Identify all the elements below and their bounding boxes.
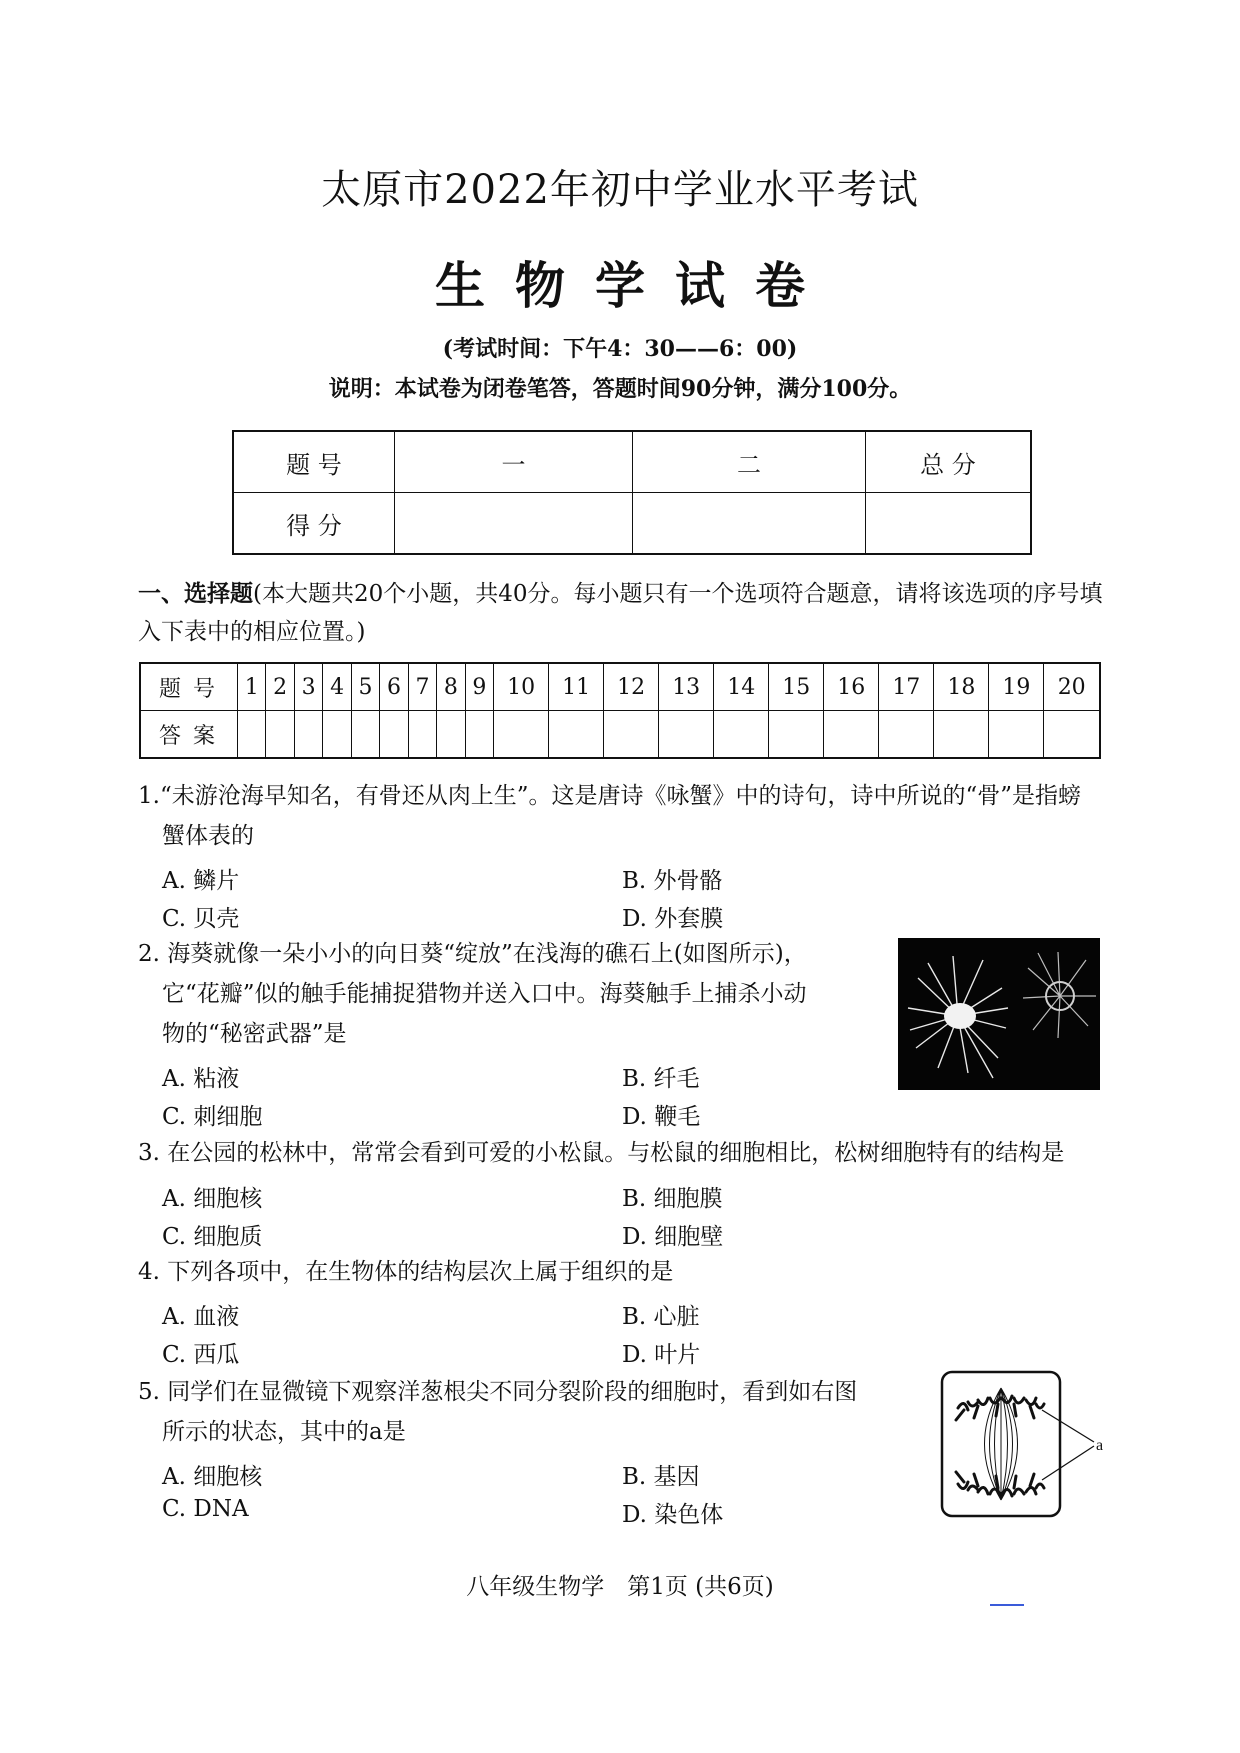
question-5-line-1: 5. 同学们在显微镜下观察洋葱根尖不同分裂阶段的细胞时，看到如右图 xyxy=(138,1379,858,1405)
answer-table-question-number: 7 xyxy=(408,663,436,711)
answer-table-question-number: 5 xyxy=(351,663,379,711)
answer-table-question-number: 12 xyxy=(604,663,659,711)
answer-table-question-number: 14 xyxy=(714,663,769,711)
answer-table-question-number: 20 xyxy=(1044,663,1100,711)
paper-subject-title: 生物学试卷 xyxy=(435,256,835,315)
answer-cell-9[interactable] xyxy=(465,711,493,759)
exam-time: (考试时间：下午4：30——6：00) xyxy=(442,336,798,362)
question-3-option-c[interactable]: C. 细胞质 xyxy=(162,1224,263,1250)
answer-cell-12[interactable] xyxy=(604,711,659,759)
answer-cell-7[interactable] xyxy=(408,711,436,759)
question-2-option-d[interactable]: D. 鞭毛 xyxy=(622,1104,701,1130)
question-4-option-b[interactable]: B. 心脏 xyxy=(622,1304,700,1330)
question-4-line-1: 4. 下列各项中，在生物体的结构层次上属于组织的是 xyxy=(138,1259,674,1285)
score-table-header-label: 题 号 xyxy=(233,431,395,493)
answer-table-number-label: 题号 xyxy=(140,663,238,711)
answer-table-question-number: 19 xyxy=(989,663,1044,711)
answer-table-question-number: 4 xyxy=(323,663,351,711)
question-2-option-c[interactable]: C. 刺细胞 xyxy=(162,1104,263,1130)
section-1-description: (本大题共20个小题，共40分。每小题只有一个选项符合题意，请将该选项的序号填入下表中的相应位置。) xyxy=(138,581,1103,645)
answer-table-question-number: 1 xyxy=(238,663,266,711)
question-5-line-2: 所示的状态，其中的a是 xyxy=(162,1419,406,1445)
question-4-option-c[interactable]: C. 西瓜 xyxy=(162,1342,240,1368)
answer-table-question-number: 15 xyxy=(769,663,824,711)
score-table-header-total: 总 分 xyxy=(866,431,1032,493)
question-1-stem xyxy=(138,776,1118,856)
score-table-header-part1: 一 xyxy=(395,431,633,493)
answer-table-question-number: 17 xyxy=(879,663,934,711)
question-2-option-b[interactable]: B. 纤毛 xyxy=(622,1066,700,1092)
answer-cell-18[interactable] xyxy=(934,711,989,759)
answer-cell-2[interactable] xyxy=(266,711,294,759)
answer-cell-16[interactable] xyxy=(824,711,879,759)
question-4-option-a[interactable]: A. 血液 xyxy=(162,1304,240,1330)
answer-cell-14[interactable] xyxy=(714,711,769,759)
scan-mark xyxy=(990,1604,1024,1606)
question-3-option-a[interactable]: A. 细胞核 xyxy=(162,1186,263,1212)
question-1-line-1: 1.“未游沧海早知名，有骨还从肉上生”。这是唐诗《咏蟹》中的诗句，诗中所说的“骨”是指螃 xyxy=(138,783,1081,809)
answer-table-question-number: 16 xyxy=(824,663,879,711)
question-1-line-2: 蟹体表的 xyxy=(162,823,254,849)
answer-table-question-number: 8 xyxy=(437,663,465,711)
section-1-heading xyxy=(138,575,1108,651)
answer-table-answer-label: 答案 xyxy=(140,711,238,759)
answer-table-question-number: 6 xyxy=(380,663,408,711)
question-3-option-d[interactable]: D. 细胞壁 xyxy=(622,1224,724,1250)
question-3-stem xyxy=(138,1133,1128,1173)
answer-cell-4[interactable] xyxy=(323,711,351,759)
answer-table-question-number: 10 xyxy=(494,663,549,711)
answer-table-question-number: 13 xyxy=(659,663,714,711)
question-5-stem xyxy=(138,1372,898,1452)
question-3-option-b[interactable]: B. 细胞膜 xyxy=(622,1186,723,1212)
score-table-row-label: 得 分 xyxy=(233,493,395,555)
answer-table-question-number: 9 xyxy=(465,663,493,711)
question-5-option-c[interactable]: C. DNA xyxy=(162,1496,249,1522)
answer-cell-19[interactable] xyxy=(989,711,1044,759)
cell-division-diagram xyxy=(938,1368,1108,1520)
question-1-option-d[interactable]: D. 外套膜 xyxy=(622,906,724,932)
answer-cell-3[interactable] xyxy=(294,711,322,759)
question-5-option-d[interactable]: D. 染色体 xyxy=(622,1502,724,1528)
exam-title: 太原市2022年初中学业水平考试 xyxy=(321,167,919,213)
score-cell-part1[interactable] xyxy=(395,493,633,555)
question-2-line-2: 它“花瓣”似的触手能捕捉猎物并送入口中。海葵触手上捕杀小动 xyxy=(162,981,807,1007)
score-cell-part2[interactable] xyxy=(633,493,866,555)
score-table-header-part2: 二 xyxy=(633,431,866,493)
sea-anemone-photo xyxy=(898,938,1100,1090)
question-5-option-b[interactable]: B. 基因 xyxy=(622,1464,700,1490)
section-1-title: 一、选择题 xyxy=(138,580,253,607)
answer-cell-1[interactable] xyxy=(238,711,266,759)
question-5-option-a[interactable]: A. 细胞核 xyxy=(162,1464,263,1490)
question-2-option-a[interactable]: A. 粘液 xyxy=(162,1066,240,1092)
exam-instructions: 说明：本试卷为闭卷笔答，答题时间90分钟，满分100分。 xyxy=(328,376,912,402)
answer-table-question-number: 3 xyxy=(294,663,322,711)
question-3-line-1: 3. 在公园的松林中，常常会看到可爱的小松鼠。与松鼠的细胞相比，松树细胞特有的结构是 xyxy=(138,1140,1065,1166)
answer-cell-17[interactable] xyxy=(879,711,934,759)
answer-table-question-number: 18 xyxy=(934,663,989,711)
answer-cell-5[interactable] xyxy=(351,711,379,759)
question-1-option-a[interactable]: A. 鳞片 xyxy=(162,868,240,894)
question-4-stem xyxy=(138,1252,1128,1292)
answer-cell-15[interactable] xyxy=(769,711,824,759)
sea-anemone-mouth-left xyxy=(944,1003,976,1029)
score-table xyxy=(232,430,1032,555)
question-2-line-1: 2. 海葵就像一朵小小的向日葵“绽放”在浅海的礁石上(如图所示)， xyxy=(138,941,807,967)
answer-cell-20[interactable] xyxy=(1044,711,1100,759)
page-footer: 八年级生物学 第1页 (共6页) xyxy=(466,1574,774,1600)
question-2-stem xyxy=(138,934,898,1054)
answer-cell-11[interactable] xyxy=(549,711,604,759)
answer-cell-8[interactable] xyxy=(437,711,465,759)
answer-cell-6[interactable] xyxy=(380,711,408,759)
score-cell-total[interactable] xyxy=(866,493,1032,555)
question-1-option-b[interactable]: B. 外骨骼 xyxy=(622,868,723,894)
answer-cell-10[interactable] xyxy=(494,711,549,759)
answer-cell-13[interactable] xyxy=(659,711,714,759)
question-4-option-d[interactable]: D. 叶片 xyxy=(622,1342,701,1368)
label-a: a xyxy=(1096,1437,1104,1454)
answer-table-question-number: 11 xyxy=(549,663,604,711)
question-2-line-3: 物的“秘密武器”是 xyxy=(162,1021,347,1047)
question-1-option-c[interactable]: C. 贝壳 xyxy=(162,906,240,932)
answer-table-question-number: 2 xyxy=(266,663,294,711)
answer-table xyxy=(139,662,1101,759)
